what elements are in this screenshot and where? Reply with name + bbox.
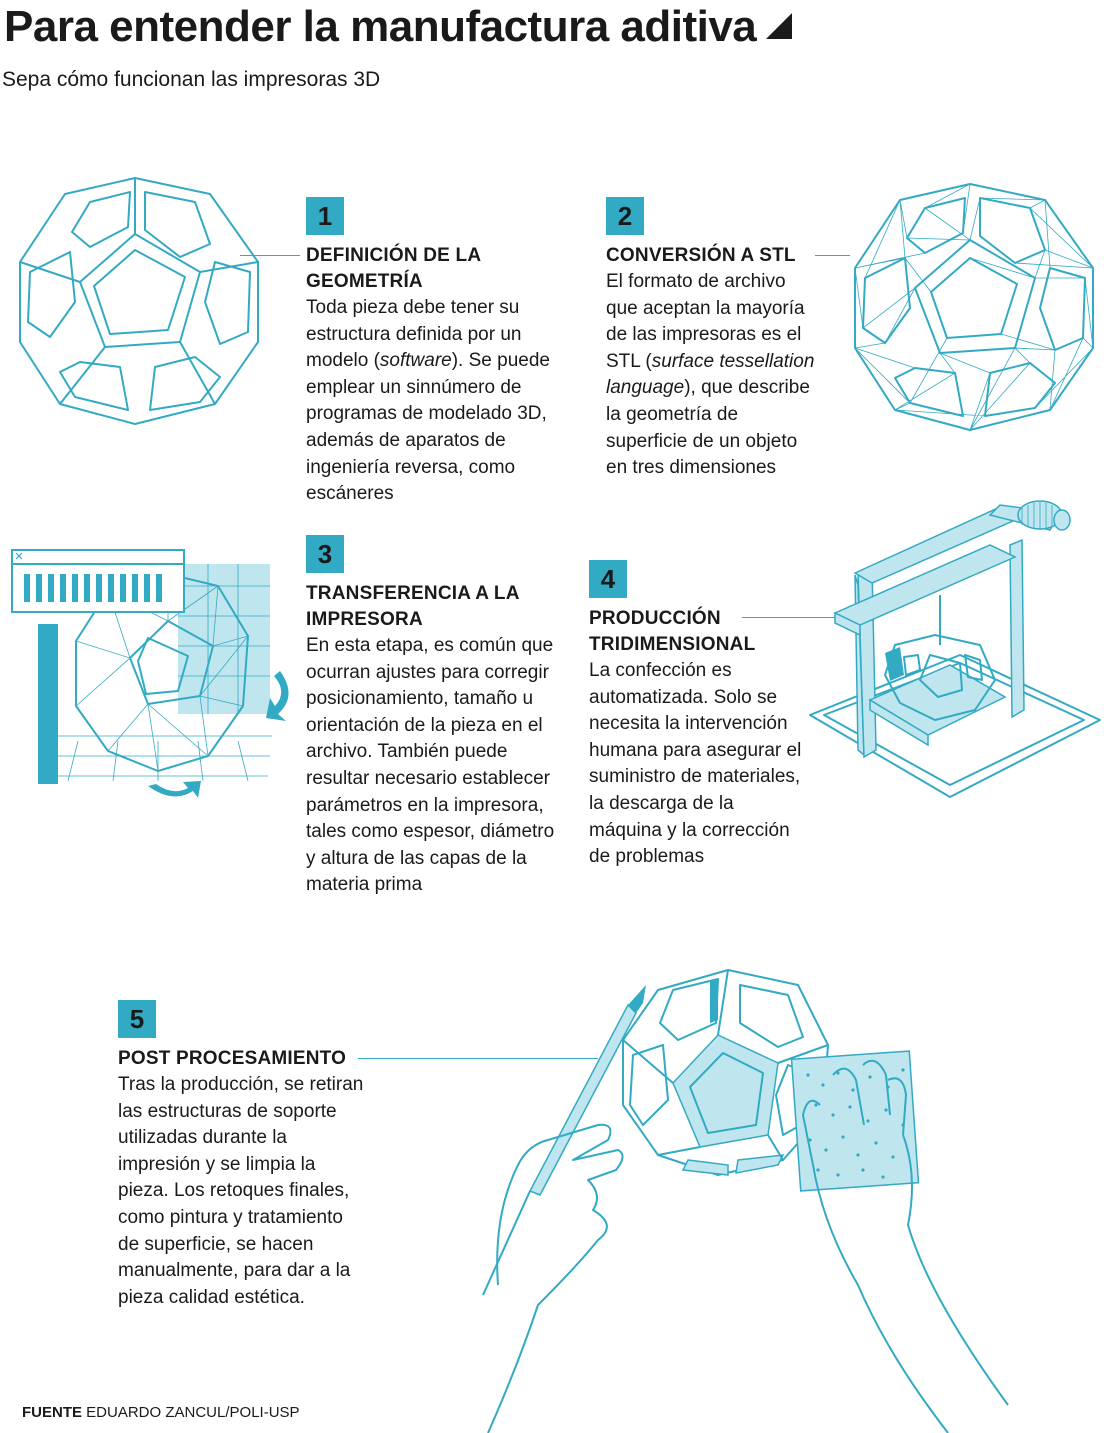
step-number-badge: 3 — [306, 535, 344, 573]
step-heading: DEFINICIÓN DE LA GEOMETRÍA — [306, 245, 481, 292]
step-heading: POST PROCESAMIENTO — [118, 1048, 347, 1069]
source-label: FUENTE — [22, 1404, 82, 1421]
step-number-badge: 2 — [606, 197, 644, 235]
page-subtitle: Sepa cómo funcionan las impresoras 3D — [2, 68, 381, 91]
page-title: Para entender la manufactura aditiva — [4, 2, 792, 52]
step-1 — [306, 197, 566, 508]
dodecahedron-tessellated-icon — [845, 178, 1105, 438]
leader-line-1 — [240, 255, 300, 256]
step-number-badge: 5 — [118, 1000, 156, 1038]
step-3 — [306, 535, 556, 899]
sandpaper-icon — [792, 1051, 919, 1191]
step-number-badge: 1 — [306, 197, 344, 235]
post-processing-illustration — [478, 965, 1008, 1433]
source-credit — [22, 1404, 300, 1421]
3d-printer-icon — [800, 485, 1100, 815]
rotate-arrow-icon — [148, 781, 201, 798]
step-body: Toda pieza debe tener su estructura definida por un modelo (software). Se puede emplear un sinnúmero de programas de modelado 3D, además de aparatos de ingeniería reversa, como escáneres — [306, 297, 550, 505]
step-body: En esta etapa, es común que ocurran ajustes para corregir posicionamiento, tamaño u orientación de la pieza en el archivo. También puede resultar necesario establecer parámetros en la impresora, tales como espesor, diámetro y altura de las capas de la materia prima — [306, 635, 555, 896]
step-5 — [118, 1000, 368, 1311]
step-2 — [606, 197, 821, 482]
step-heading: TRANSFERENCIA A LA IMPRESORA — [306, 583, 519, 630]
step-number-badge: 4 — [589, 560, 627, 598]
step-heading: CONVERSIÓN A STL — [606, 245, 796, 266]
left-hand-icon — [488, 1125, 623, 1433]
step-4 — [589, 560, 804, 871]
dodecahedron-frame-icon — [10, 172, 270, 432]
source-text: EDUARDO ZANCUL/POLI-USP — [86, 1404, 300, 1421]
step-body: La confección es automatizada. Solo se necesita la intervención humana para asegurar el suministro de materiales, la descarga de la máquina y la corrección de problemas — [589, 660, 802, 868]
software-window-icon — [8, 546, 308, 806]
paintbrush-icon — [530, 1005, 636, 1195]
step-body: El formato de archivo que aceptan la mayoría de las impresoras es el STL (surface tessellation language), que describe la geometría de superficie de un objeto en tres dimensiones — [606, 271, 815, 479]
triangle-marker-icon — [766, 13, 792, 39]
step-heading: PRODUCCIÓN TRIDIMENSIONAL — [589, 608, 756, 655]
step-body: Tras la producción, se retiran las estructuras de soporte utilizadas durante la impresión y se limpia la pieza. Los retoques finales, como pintura y tratamiento de superficie, se hacen manualmente, para dar a la pieza calidad estética. — [118, 1074, 364, 1308]
